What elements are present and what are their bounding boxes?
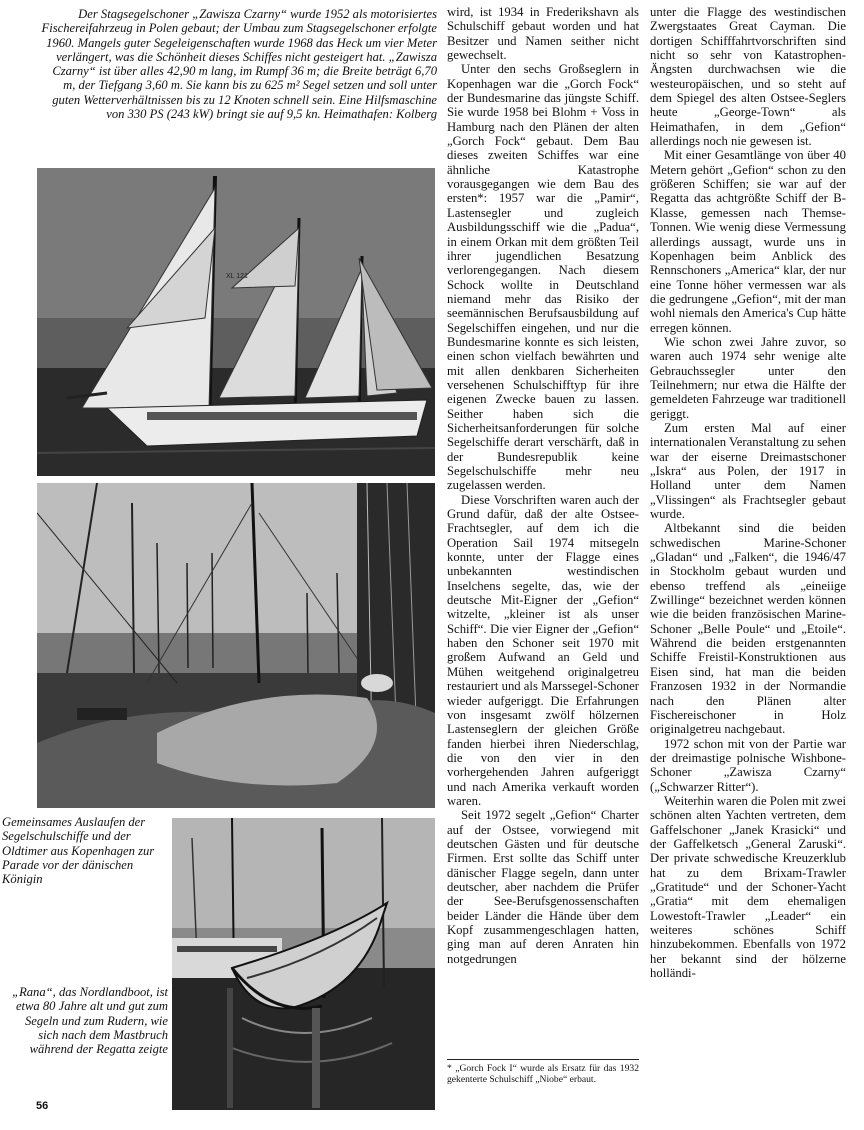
- photo-caption-zawisza: Der Stagsegelschoner „Zawisza Czarny“ wurde 1952 als motorisiertes Fischereifahrzeug in Polen gebaut; der Umbau zum Stagsegelschoner erfolgte 1960. Mangels guter Segeleigenschaften wurde 1968 das Heck um vier Meter verlängert, was die Schönheit dieses Schiffes nicht gesteigert hat. „Zawisza Czarny“ ist über alles 42,90 m lang, im Rumpf 36 m; die Breite beträgt 6,70 m, der Tiefgang 3,60 m. Sie kann bis zu 625 m² Segel setzen und soll unter guten Wetterverhältnissen bis zu 12 Knoten schnell sein. Eine Hilfsmaschine von 330 PS (243 kW) bringt sie auf 9,5 kn. Heimathafen: Kolberg: [41, 7, 437, 122]
- footnote: * „Gorch Fock I“ wurde als Ersatz für das 1932 gekenterte Schulschiff „Niobe“ erbaut.: [447, 1063, 639, 1085]
- paragraph: Wie schon zwei Jahre zuvor, so waren auch 1974 sehr wenige alte Gebrauchssegler unter den Teilnehmern; nur etwa die Hälfte der gemeldeten Fahrzeuge war traditionell geriggt.: [650, 334, 846, 421]
- paragraph: Altbekannt sind die beiden schwedischen Marine-Schoner „Gladan“ und „Falken“, die 1946/47 in Stockholm gebaut wurden und ebenso treffend als „eineiige Zwillinge“ bezeichnet werden können wie die beiden französischen Marine-Schoner „Belle Poule“ und „Etoile“. Während die beiden erstgenannten Schiffe Freistil-Konstruktionen aus Eisen sind, hat man die beiden Franzosen 1932 in der Normandie nach den Plänen alter Fischereischoner in Holz originalgetreu nachgebaut.: [650, 521, 846, 737]
- sail-number: XL 121: [226, 273, 248, 280]
- paragraph: 1972 schon mit von der Partie war der dreimastige polnische Wishbone-Schoner „Zawisza Czarny“ („Schwarzer Ritter“).: [650, 736, 846, 794]
- paragraph: unter die Flagge des westindischen Zwergstaates Great Cayman. Die dortigen Schifffahrtvorschriften sind nicht so sehr von Katastrophen-Ängsten durchwachsen wie die westeuropäischen, und so steht auf dem Spiegel des alten Ostsee-Seglers heute „George-Town“ als Heimathafen, in dem „Gefion“ allerdings noch nie gewesen ist.: [650, 5, 846, 149]
- schooner-photo-graphic: [37, 168, 435, 476]
- photo-caption-parade: Gemeinsames Auslaufen der Segelschulschiffe und der Oldtimer aus Kopenhagen zur Parade vor der dänischen Königin: [2, 815, 155, 887]
- paragraph: Mit einer Gesamtlänge von über 40 Metern gehört „Gefion“ schon zu den größeren Schiffen; sie war auf der Regatta das achtgrößte Schiff der B-Klasse, gemessen nach Themse-Tonnen. Wie wenig diese Vermessung allerdings aussagt, wurde uns in Kopenhagen beim Anblick des Rennschoners „America“ klar, der nur eine Tonne höher vermessen war als die gedrungene „Gefion“, mit der man wohl niemals den America's Cup hätte erregen können.: [650, 148, 846, 335]
- article-column-middle: [447, 5, 639, 966]
- photo-caption-rana: „Rana“, das Nordlandboot, ist etwa 80 Jahre alt und gut zum Segeln und zum Rudern, wie sich nach dem Mastbruch während der Regatta zeigte: [12, 985, 168, 1057]
- footnote-divider: [447, 1059, 639, 1060]
- paragraph: Seit 1972 segelt „Gefion“ Charter auf der Ostsee, vorwiegend mit deutschen Gästen und für deutsche Firmen. Erst sollte das Schiff unter dänischer Flagge segeln, dann unter deutscher, aber nachdem die Prüfer der See-Berufsgenossenschaften beider Länder die Hände über dem Kopf zusammengeschlagen hatten, ging man auf deren Anraten hin notgedrungen: [447, 808, 639, 966]
- page-number: 56: [36, 1100, 49, 1112]
- article-column-right: [650, 5, 846, 980]
- photo-zawisza-czarny: [37, 168, 435, 476]
- photo-rana-boat: [172, 818, 435, 1110]
- rana-photo-graphic: [172, 818, 435, 1110]
- paragraph: Unter den sechs Großseglern in Kopenhagen war die „Gorch Fock“ der Bundesmarine das jüngste Schiff. Sie wurde 1958 bei Blohm + Voss in Hamburg nach den Plänen der alten „Gorch Fock“ gebaut. Dem Bau dieses zweiten Schiffes war eine ähnliche Katastrophe vorausgegangen wie dem Bau des ersten*: 1957 war die „Pamir“, Lastensegler und zugleich Ausbildungsschiff wie die „Padua“, in einem Orkan mit dem größten Teil ihrer jugendlichen Besatzung verlorengegangen. Nach diesem Schock wollte in Deutschland niemand mehr das Risiko der seemännischen Berufsausbildung auf Segelschiffen eingehen, und nur die Bundesmarine konnte es sich leisten, einen schon vielfach bewährten und mit allen denkbaren Sicherheiten versehenen Schulschifftyp für ihre eigenen Zwecke bauen zu lassen. Seither haben sich die Sicherheitsanforderungen für solche Segelschiffe derart verschärft, daß in der Bundesrepublik keine Segelschulschiffe mehr neu zugelassen werden.: [447, 62, 639, 493]
- harbour-photo-graphic: [37, 483, 435, 808]
- paragraph: Zum ersten Mal auf einer internationalen Veranstaltung zu sehen war der eiserne Dreimastschoner „Iskra“ aus Polen, der 1917 in Holland unter dem Namen „Vlissingen“ als Frachtsegler gebaut wurde.: [650, 420, 847, 522]
- paragraph: wird, ist 1934 in Frederikshavn als Schulschiff gebaut worden und hat Besitzer und Namen seither nicht gewechselt.: [447, 5, 639, 63]
- paragraph: Weiterhin waren die Polen mit zwei schönen alten Yachten vertreten, dem Gaffelschoner „Janek Krasicki“ und der Gaffelketsch „General Zaruski“. Der private schwedische Kreuzerklub hat zu dem Brixam-Trawler „Gratitude“ und der Schoner-Yacht „Gratia“ mit dem ehemaligen Lowestoft-Trawler „Leader“ ein weiteres schönes Schiff hinzubekommen. Ebenfalls von 1972 her bekannt sind der hölzerne holländi-: [650, 793, 846, 981]
- photo-harbour-parade: [37, 483, 435, 808]
- paragraph: Diese Vorschriften waren auch der Grund dafür, daß der alte Ostsee-Frachtsegler, auf dem ich die Operation Sail 1974 mitsegeln konnte, unter der Flagge eines unbekannten westindischen Inselchens segelte, das, wie der deutsche Mit-Eigner der „Gefion“ witzelte, „kleiner ist als unser Schiff“. Die vier Eigner der „Gefion“ haben den Schoner seit 1970 mit großem Aufwand an Geld und Mühen weitgehend originalgetreu restauriert und als Marssegel-Schoner wieder aufgeriggt. Die Erfahrungen von insgesamt zwölf hölzernen Lastenseglern der gleichen Größe fanden hierbei ihren Niederschlag, die von den vier in den vorhergehenden Jahren aufgeriggt und nach Amerika verkauft worden waren.: [447, 492, 640, 808]
